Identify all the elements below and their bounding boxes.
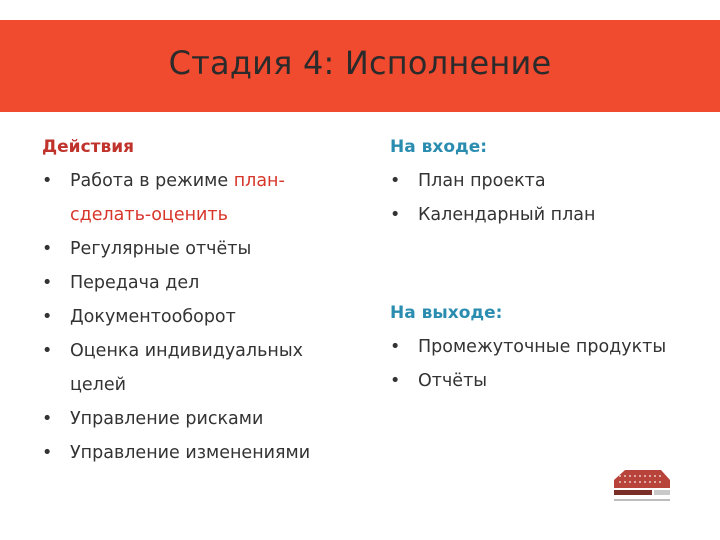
house-logo-icon (611, 466, 673, 506)
bullet: • (42, 239, 53, 259)
bullet: • (42, 171, 53, 191)
item-text: Промежуточные продукты (418, 337, 667, 357)
inputs-heading: На входе: (390, 137, 488, 157)
bullet: • (42, 341, 53, 361)
item-text: Передача дел (70, 273, 200, 293)
list-item (42, 402, 372, 436)
list-item (390, 330, 710, 364)
list-item (42, 300, 372, 334)
bullet: • (42, 443, 53, 463)
list-item (390, 364, 710, 398)
slide-title: Стадия 4: Исполнение (168, 44, 552, 82)
item-text: Оценка индивидуальных (70, 341, 304, 361)
bullet: • (42, 307, 53, 327)
bullet: • (42, 409, 53, 429)
list-item (42, 334, 372, 402)
item-text: Отчёты (418, 371, 488, 391)
item-text: Документооборот (70, 307, 236, 327)
list-item (42, 164, 372, 232)
item-text: План проекта (418, 171, 546, 191)
bullet: • (390, 171, 401, 191)
outputs-heading: На выходе: (390, 303, 503, 323)
actions-heading: Действия (42, 137, 135, 157)
io-column (390, 130, 710, 398)
list-item (42, 232, 372, 266)
outputs-list (390, 330, 710, 398)
list-item (42, 266, 372, 300)
list-item (42, 436, 372, 470)
item-text: Регулярные отчёты (70, 239, 252, 259)
item-text: Календарный план (418, 205, 596, 225)
actions-column (42, 130, 372, 470)
bullet: • (42, 273, 53, 293)
list-item (390, 164, 710, 198)
bullet: • (390, 205, 401, 225)
item-highlight: план- (233, 171, 285, 191)
actions-list (42, 164, 372, 470)
bullet: • (390, 337, 401, 357)
list-item (390, 198, 710, 232)
item-text: Управление изменениями (70, 443, 311, 463)
inputs-list (390, 164, 710, 232)
item-text: Управление рисками (70, 409, 264, 429)
item-highlight: сделать-оценить (70, 205, 228, 225)
item-text: Работа в режиме (70, 171, 234, 191)
bullet: • (390, 371, 401, 391)
item-text: целей (70, 375, 127, 395)
spacer (390, 232, 710, 296)
